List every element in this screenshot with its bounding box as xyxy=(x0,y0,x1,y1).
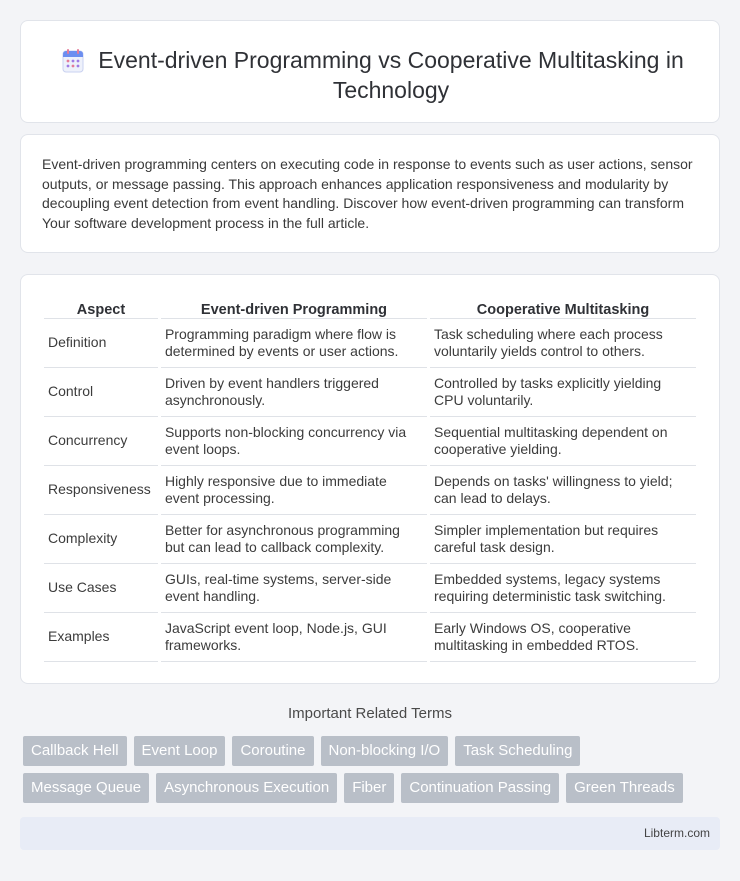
aspect-cell: Responsiveness xyxy=(44,466,158,515)
header-aspect: Aspect xyxy=(44,297,158,319)
cooperative-cell: Depends on tasks' willingness to yield; can lead to delays. xyxy=(430,466,696,515)
tag-task-scheduling[interactable]: Task Scheduling xyxy=(455,736,580,766)
table-row xyxy=(44,515,696,564)
related-terms-list xyxy=(23,736,723,810)
table-header-row xyxy=(44,297,696,319)
aspect-cell: Concurrency xyxy=(44,417,158,466)
comparison-card xyxy=(20,274,720,684)
event-driven-cell: Highly responsive due to immediate event processing. xyxy=(161,466,427,515)
tag-message-queue[interactable]: Message Queue xyxy=(23,773,149,803)
footer-site-link[interactable]: Libterm.com xyxy=(643,826,710,840)
tag-event-loop[interactable]: Event Loop xyxy=(134,736,226,766)
header-cooperative: Cooperative Multitasking xyxy=(430,297,696,319)
comparison-table xyxy=(41,297,699,662)
tag-asynchronous-execution[interactable]: Asynchronous Execution xyxy=(156,773,337,803)
cooperative-cell: Early Windows OS, cooperative multitasking in embedded RTOS. xyxy=(430,613,696,662)
cooperative-cell: Sequential multitasking dependent on cooperative yielding. xyxy=(430,417,696,466)
footer xyxy=(20,817,720,850)
page-title: Event-driven Programming vs Cooperative Multitasking in Technology xyxy=(98,47,684,103)
header-event-driven: Event-driven Programming xyxy=(161,297,427,319)
tag-row xyxy=(23,773,723,803)
related-terms-heading: Important Related Terms xyxy=(288,705,452,722)
title-card xyxy=(20,20,720,123)
table-row xyxy=(44,319,696,368)
cooperative-cell: Embedded systems, legacy systems requiring deterministic task switching. xyxy=(430,564,696,613)
cooperative-cell: Task scheduling where each process voluntarily yields control to others. xyxy=(430,319,696,368)
intro-card xyxy=(20,134,720,253)
event-driven-cell: Driven by event handlers triggered asynchronously. xyxy=(161,368,427,417)
aspect-cell: Complexity xyxy=(44,515,158,564)
table-row xyxy=(44,466,696,515)
table-row xyxy=(44,613,696,662)
intro-paragraph: Event-driven programming centers on executing code in response to events such as user actions, sensor outputs, or message passing. This approach enhances application responsiveness and modularity by decoupling event detection from event handling. Discover how event-driven programming can transform Your software development process in the full article. xyxy=(42,156,693,231)
event-driven-cell: GUIs, real-time systems, server-side event handling. xyxy=(161,564,427,613)
event-driven-cell: JavaScript event loop, Node.js, GUI frameworks. xyxy=(161,613,427,662)
event-driven-cell: Supports non-blocking concurrency via event loops. xyxy=(161,417,427,466)
aspect-cell: Definition xyxy=(44,319,158,368)
table-row xyxy=(44,368,696,417)
tag-callback-hell[interactable]: Callback Hell xyxy=(23,736,127,766)
tag-coroutine[interactable]: Coroutine xyxy=(232,736,313,766)
cooperative-cell: Simpler implementation but requires careful task design. xyxy=(430,515,696,564)
event-driven-cell: Better for asynchronous programming but can lead to callback complexity. xyxy=(161,515,427,564)
aspect-cell: Control xyxy=(44,368,158,417)
tag-non-blocking-io[interactable]: Non-blocking I/O xyxy=(321,736,449,766)
event-driven-cell: Programming paradigm where flow is determined by events or user actions. xyxy=(161,319,427,368)
table-row xyxy=(44,564,696,613)
aspect-cell: Use Cases xyxy=(44,564,158,613)
tag-row xyxy=(23,736,723,766)
table-row xyxy=(44,417,696,466)
aspect-cell: Examples xyxy=(44,613,158,662)
tag-green-threads[interactable]: Green Threads xyxy=(566,773,683,803)
cooperative-cell: Controlled by tasks explicitly yielding CPU voluntarily. xyxy=(430,368,696,417)
tag-continuation-passing[interactable]: Continuation Passing xyxy=(401,773,559,803)
tag-fiber[interactable]: Fiber xyxy=(344,773,394,803)
